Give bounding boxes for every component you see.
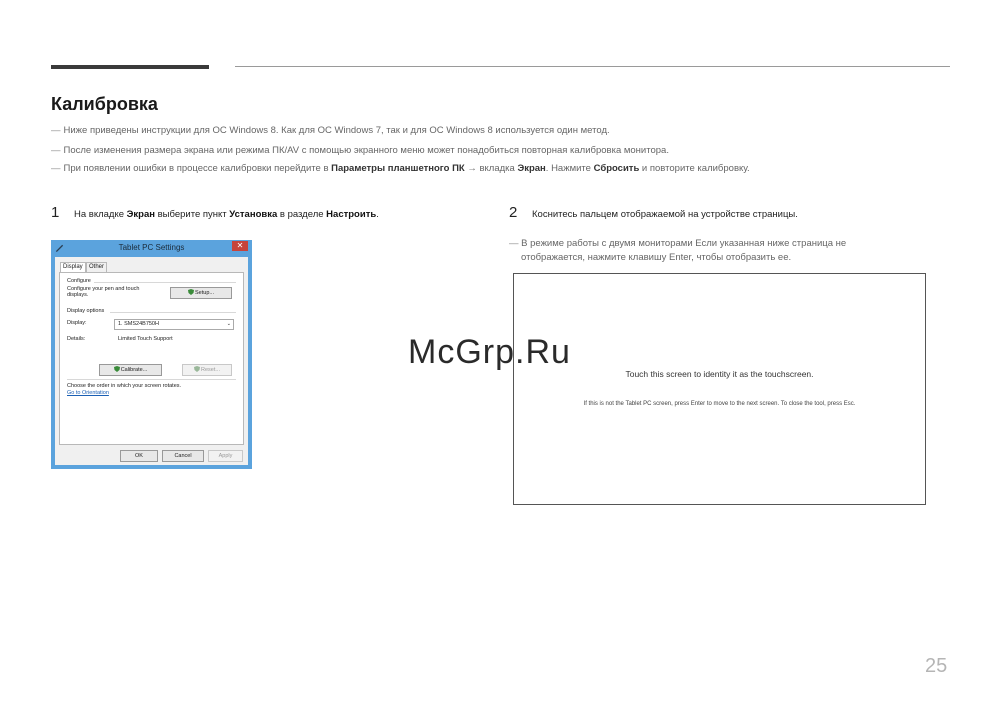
step-1-pre: На вкладке — [74, 209, 127, 220]
note-dash: ― — [51, 163, 61, 174]
step-1-bold-setup: Установка — [229, 209, 278, 220]
dialog-close-button[interactable]: ✕ — [232, 241, 248, 251]
display-tab-panel — [59, 272, 244, 445]
note-dash: ― — [51, 145, 61, 156]
shield-icon — [114, 366, 120, 372]
configure-text-2: displays. — [67, 292, 89, 298]
go-to-orientation-link[interactable]: Go to Orientation — [67, 390, 109, 396]
note-3-pre: При появлении ошибки в процессе калибровки перейдите в — [63, 163, 332, 174]
configure-text-1: Configure your pen and touch — [67, 286, 140, 292]
note-3-bold-screen: Экран — [517, 163, 546, 174]
dialog-title: Tablet PC Settings — [118, 243, 185, 252]
cancel-button[interactable]: Cancel — [162, 450, 204, 462]
display-label: Display: — [67, 320, 87, 326]
apply-button[interactable]: Apply — [208, 450, 243, 462]
step-1-bold-configure: Настроить — [326, 209, 377, 220]
setup-button-label: Setup... — [195, 290, 214, 296]
details-label: Details: — [67, 336, 86, 342]
step-2-note-line1: В режиме работы с двумя мониторами Если указанная ниже страница не — [521, 238, 847, 249]
page-number: 25 — [925, 655, 948, 677]
note-3-bold-settings: Параметры планшетного ПК — [331, 163, 465, 174]
display-options-label: Display options — [67, 308, 105, 314]
header-rule-thin — [235, 66, 950, 67]
configure-group-label: Configure — [67, 278, 91, 284]
setup-button[interactable] — [170, 287, 232, 299]
watermark: McGrp.Ru — [408, 333, 571, 371]
step-1-mid2: в разделе — [277, 209, 327, 220]
touch-screen-line-1: Touch this screen to identity it as the touchscreen. — [625, 369, 814, 379]
tab-display[interactable]: Display — [60, 262, 86, 272]
touch-screen-line-2: If this is not the Tablet PC screen, press Enter to move to the next screen. To close the tool, press Esc. — [583, 401, 856, 407]
shield-icon — [188, 289, 194, 295]
ok-button[interactable]: OK — [120, 450, 158, 462]
display-select-value: 1. SMS24B750H — [118, 321, 159, 327]
calibrate-button[interactable] — [99, 364, 162, 376]
note-1-text: Ниже приведены инструкции для ОС Windows 8. Как для ОС Windows 7, так и для ОС Windows 8 используется один метод. — [63, 125, 610, 136]
step-1-text — [74, 209, 379, 220]
tablet-pc-settings-dialog — [51, 240, 252, 469]
step-2-text: Коснитесь пальцем отображаемой на устройстве страницы. — [532, 209, 798, 220]
step-1-bold-screen: Экран — [126, 209, 155, 220]
touch-screen-preview — [513, 273, 926, 505]
note-2 — [51, 145, 669, 156]
group-divider — [94, 282, 236, 283]
display-select[interactable] — [114, 319, 234, 330]
note-2-text: После изменения размера экрана или режима ПК/AV с помощью экранного меню может понадобиться повторная калибровка монитора. — [63, 145, 669, 156]
group-divider — [110, 312, 236, 313]
reset-button[interactable] — [182, 364, 232, 376]
step-1-post: . — [376, 209, 379, 220]
step-2-note — [509, 237, 846, 265]
note-dash: ― — [51, 125, 61, 136]
header-rule-thick — [51, 65, 209, 69]
orientation-text: Choose the order in which your screen rotates. — [67, 383, 182, 389]
note-dash: ― — [509, 238, 519, 249]
step-2-note-line2: отображается, нажмите клавишу Enter, чтобы отобразить ее. — [521, 252, 792, 263]
page-title: Калибровка — [51, 94, 158, 114]
step-2-number: 2 — [509, 204, 518, 221]
shield-icon — [194, 366, 200, 372]
note-3 — [51, 163, 750, 174]
step-1-mid1: выберите пункт — [155, 209, 230, 220]
group-divider — [67, 379, 236, 380]
chevron-down-icon: ⌄ — [226, 321, 231, 327]
note-3-post: и повторите калибровку. — [639, 163, 750, 174]
note-1 — [51, 125, 610, 136]
tab-other[interactable]: Other — [86, 262, 107, 272]
note-3-mid1: → вкладка — [464, 163, 518, 174]
details-value: Limited Touch Support — [118, 336, 173, 342]
reset-button-label: Reset... — [201, 367, 220, 373]
note-3-bold-reset: Сбросить — [593, 163, 640, 174]
calibrate-button-label: Calibrate... — [120, 367, 148, 373]
note-3-mid2: . Нажмите — [545, 163, 594, 174]
step-1-number: 1 — [51, 204, 60, 221]
dialog-body — [55, 257, 248, 465]
